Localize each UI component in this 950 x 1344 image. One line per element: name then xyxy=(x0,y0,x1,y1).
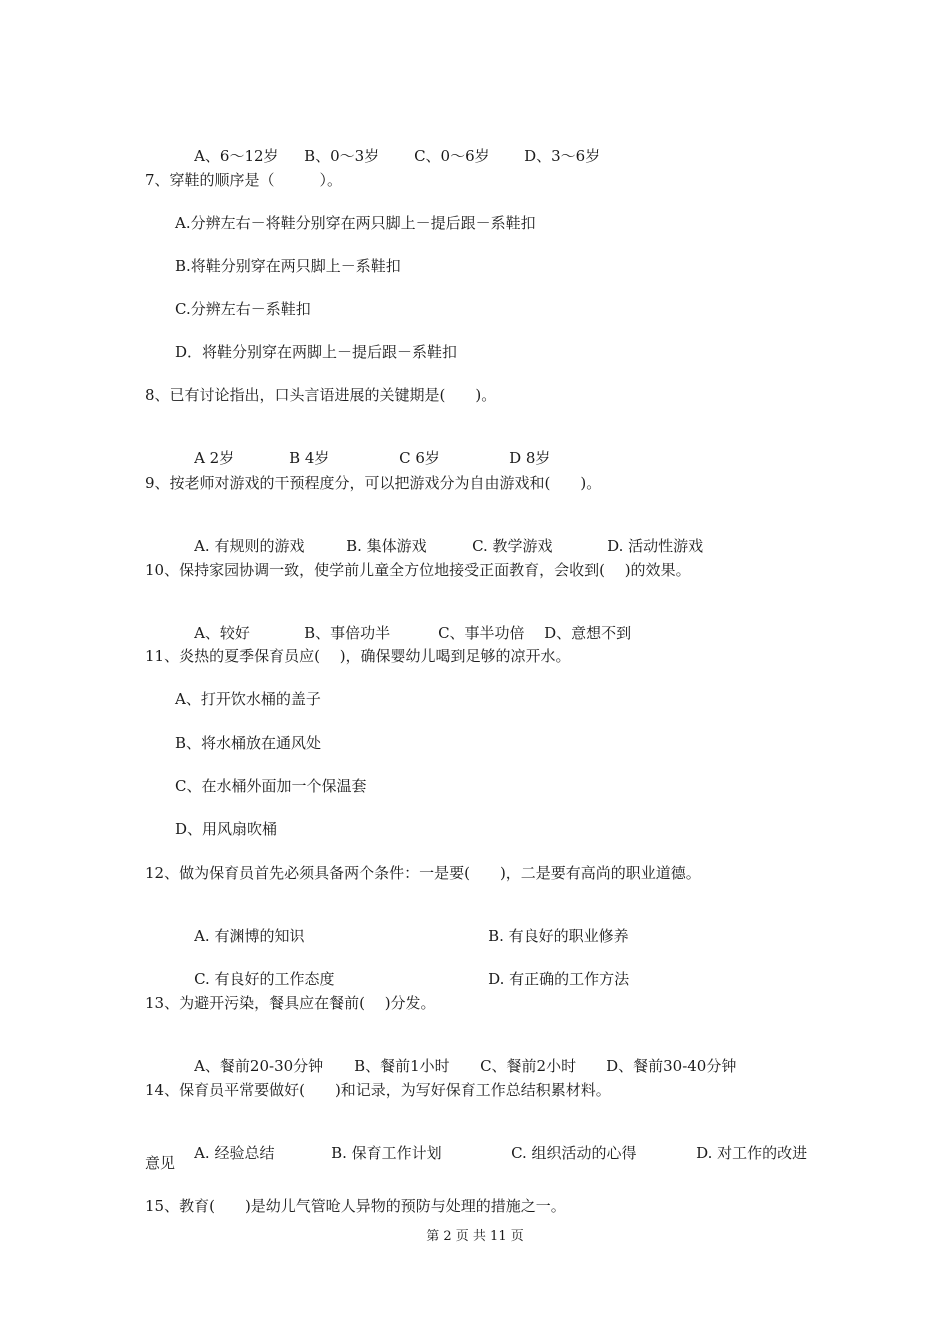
q8-option-c: C 6岁 xyxy=(399,449,440,467)
q11-question: 11、炎热的夏季保育员应( )，确保婴幼儿喝到足够的凉开水。 xyxy=(145,647,571,665)
q10-option-c: C、事半功倍 xyxy=(438,624,525,642)
q9-option-b: B. 集体游戏 xyxy=(346,537,427,555)
q11-option-b: B、将水桶放在通风处 xyxy=(175,734,322,752)
q12-option-d: D. 有正确的工作方法 xyxy=(488,970,630,988)
page-footer: 第 2 页 共 11 页 xyxy=(426,1229,524,1244)
q10-question: 10、保持家园协调一致，使学前儿童全方位地接受正面教育，会收到( )的效果。 xyxy=(145,561,691,579)
q12-question: 12、做为保育员首先必须具备两个条件：一是要( )，二是要有高尚的职业道德。 xyxy=(145,864,701,882)
q6-option-c: C、0～6岁 xyxy=(414,147,490,165)
q9-question: 9、按老师对游戏的干预程度分，可以把游戏分为自由游戏和( )。 xyxy=(145,474,602,492)
q6-option-b: B、0～3岁 xyxy=(304,147,380,165)
q8-option-d: D 8岁 xyxy=(509,449,551,467)
q12-option-b: B. 有良好的职业修养 xyxy=(488,927,629,945)
q14-options xyxy=(175,1123,826,1183)
q13-option-c: C、餐前2小时 xyxy=(480,1057,577,1075)
q11-option-d: D、用风扇吹桶 xyxy=(175,820,278,838)
q14-option-a: A. 经验总结 xyxy=(194,1144,275,1162)
q12-option-c: C. 有良好的工作态度 xyxy=(194,970,335,988)
q9-option-a: A. 有规则的游戏 xyxy=(194,537,305,555)
q6-option-d: D、3～6岁 xyxy=(524,147,601,165)
q9-option-c: C. 教学游戏 xyxy=(472,537,553,555)
q13-option-b: B、餐前1小时 xyxy=(354,1057,450,1075)
q14-wrap-text: 意见 xyxy=(145,1154,176,1172)
q7-option-a: A.分辨左右－将鞋分别穿在两只脚上－提后跟－系鞋扣 xyxy=(175,214,536,232)
q7-option-b: B.将鞋分别穿在两只脚上－系鞋扣 xyxy=(175,257,401,275)
q6-option-a: A、6～12岁 xyxy=(194,147,279,165)
q12-option-a: A. 有渊博的知识 xyxy=(194,927,305,945)
q14-option-d: D. 对工作的改进 xyxy=(696,1144,808,1162)
q7-option-c: C.分辨左右－系鞋扣 xyxy=(175,300,311,318)
q14-option-c: C. 组织活动的心得 xyxy=(511,1144,637,1162)
q7-option-d: D．将鞋分别穿在两脚上－提后跟－系鞋扣 xyxy=(175,343,458,361)
q8-question: 8、已有讨论指出，口头言语进展的关键期是( )。 xyxy=(145,386,497,404)
q10-option-a: A、较好 xyxy=(194,624,250,642)
q13-option-d: D、餐前30-40分钟 xyxy=(606,1057,737,1075)
q14-option-b: B. 保育工作计划 xyxy=(331,1144,442,1162)
q7-question: 7、穿鞋的顺序是（ ）。 xyxy=(145,171,343,189)
q11-option-a: A、打开饮水桶的盖子 xyxy=(175,690,321,708)
q10-option-d: D、意想不到 xyxy=(544,624,632,642)
q8-option-b: B 4岁 xyxy=(289,449,330,467)
q9-option-d: D. 活动性游戏 xyxy=(607,537,704,555)
q10-option-b: B、事倍功半 xyxy=(304,624,391,642)
q14-question: 14、保育员平常要做好( )和记录，为写好保育工作总结积累材料。 xyxy=(145,1081,611,1099)
q13-option-a: A、餐前20-30分钟 xyxy=(194,1057,324,1075)
q11-option-c: C、在水桶外面加一个保温套 xyxy=(175,777,367,795)
q8-option-a: A 2岁 xyxy=(194,449,235,467)
q13-question: 13、为避开污染，餐具应在餐前( )分发。 xyxy=(145,994,436,1012)
q15-question: 15、教育( )是幼儿气管呛人异物的预防与处理的措施之一。 xyxy=(145,1197,566,1215)
